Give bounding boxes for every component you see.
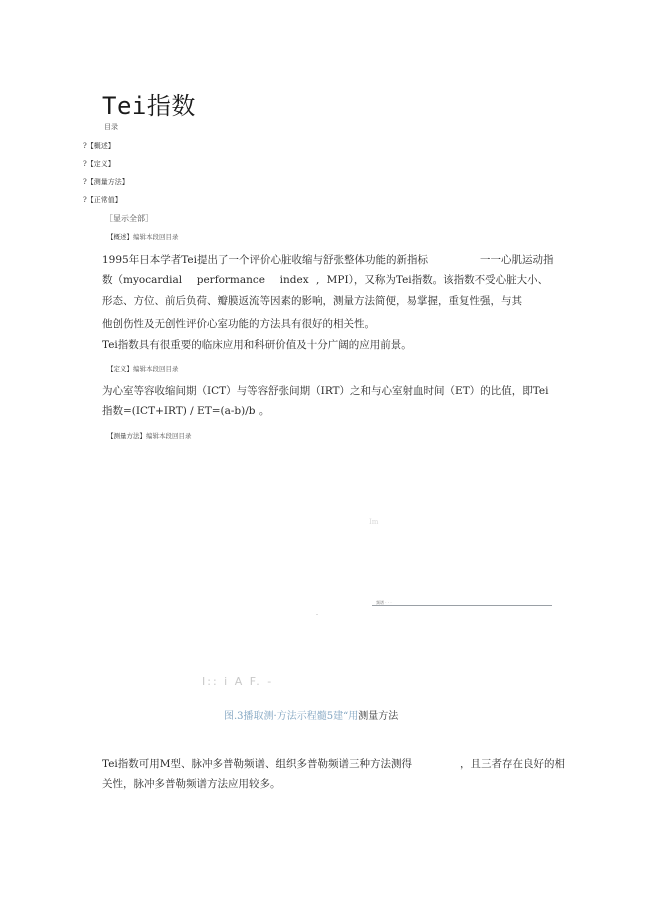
- section-title-method: 【测量方法】: [107, 432, 146, 440]
- figure-caption-text: 图.3播取测·方法示程髓5建“用: [224, 711, 359, 722]
- definition-line-2: 指数=(ICT+IRT) / ET=(a-b)/b 。: [102, 405, 270, 417]
- overview-line-5: Tei指数具有很重要的临床应用和科研价值及十分广阔的应用前景。: [102, 339, 412, 351]
- page-title: Tei指数: [102, 92, 196, 120]
- toc-item-definition[interactable]: ?【定义】: [83, 160, 115, 168]
- method-line-1: [102, 758, 565, 771]
- figure-faint-text: Im: [369, 518, 379, 526]
- section-title-overview: 【概述】: [107, 233, 133, 241]
- section-head-definition: [107, 364, 179, 373]
- overview-line-3: 形态、方位、前后负荷、瓣膜返流等因素的影响，测量方法简便，易掌握，重复性强，与其: [102, 295, 522, 307]
- figure-caption: [224, 707, 398, 722]
- section-head-method: [107, 431, 192, 440]
- overview-line-1a: 1995年日本学者Tei提出了一个评价心脏收缩与舒张整体功能的新指标: [102, 254, 428, 266]
- edit-link-definition[interactable]: 编辑本段回目录: [133, 365, 179, 373]
- definition-line-1: 为心室等容收缩间期（ICT）与等容舒张间期（IRT）之和与心室射血时间（ET）的比值，即Tei: [102, 385, 549, 397]
- section-head-overview: [107, 232, 179, 241]
- method-line-2: 关性，脉冲多普勒频谱方法应用较多。: [102, 778, 281, 790]
- figure-blur-text: I:: i A F. -: [202, 675, 274, 688]
- overview-line-4: 他创伤性及无创性评价心室功能的方法具有很好的相关性。: [102, 318, 375, 330]
- figure-mark: [316, 614, 318, 615]
- toc-item-overview[interactable]: ?【概述】: [83, 142, 115, 150]
- figure-caption-end: 测量方法: [358, 711, 399, 722]
- toc-item-method[interactable]: ?【测量方法】: [83, 178, 129, 186]
- section-title-definition: 【定义】: [107, 365, 133, 373]
- method-line-1a: Tei指数可用M型、脉冲多普勒频谱、组织多普勒频谱三种方法测得: [102, 758, 413, 770]
- overview-line-1b: 一一心肌运动指: [479, 254, 554, 266]
- toc-item-normal[interactable]: ?【正常值】: [83, 196, 122, 204]
- toc-label: 目录: [104, 123, 118, 131]
- figure-tag: 频谱 · · ·: [376, 600, 392, 605]
- overview-line-2: 数（myocardial performance index , MPI），又称为Tei指数。该指数不受心脏大小、: [102, 274, 549, 286]
- overview-line-1: [102, 254, 553, 267]
- method-line-1b: ，且三者存在良好的相: [460, 758, 566, 770]
- edit-link-method[interactable]: 编辑本段回目录: [146, 432, 192, 440]
- edit-link-overview[interactable]: 编辑本段回目录: [133, 233, 179, 241]
- figure-divider: [372, 605, 552, 606]
- show-all-link[interactable]: ［显示全部］: [105, 214, 153, 223]
